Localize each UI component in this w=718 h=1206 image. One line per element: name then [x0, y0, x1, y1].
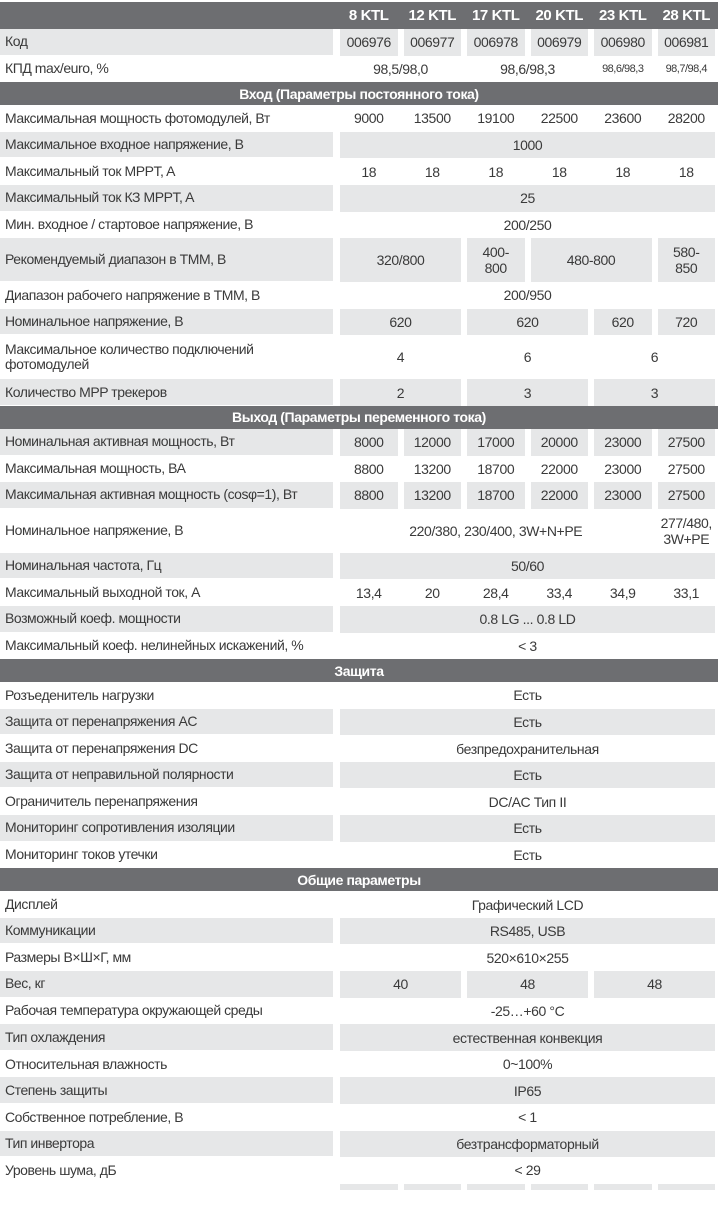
- row-values: [340, 56, 718, 83]
- value-cell: 22000: [531, 482, 589, 509]
- table-row: [0, 29, 718, 56]
- table-row: [0, 56, 718, 83]
- value-cell: 98,5/98,0: [373, 60, 428, 77]
- model-header: 12 KTL: [408, 6, 457, 24]
- table-row: [0, 1024, 718, 1051]
- value-cell: 720: [658, 309, 716, 336]
- value-cell: 13200: [404, 482, 462, 509]
- value-cell: 006979: [531, 29, 589, 56]
- row-values: [340, 1077, 718, 1104]
- table-row: [0, 606, 718, 633]
- value-cell: [531, 1184, 589, 1190]
- value-cell: RS485, USB: [340, 918, 715, 945]
- row-label: Рекомендуемый диапазон в ТММ, В: [0, 238, 333, 281]
- row-values: [340, 238, 718, 282]
- value-cell: 8800: [353, 460, 384, 477]
- row-values: [340, 815, 718, 842]
- value-cell: 33,4: [546, 584, 573, 601]
- value-cell: 98,6/98,3: [500, 60, 555, 77]
- table-row: [0, 482, 718, 509]
- table-row: [0, 282, 718, 309]
- row-values: [340, 429, 718, 456]
- table-row: [0, 944, 718, 971]
- value-cell: 20: [424, 584, 440, 601]
- value-cell: Графический LCD: [471, 896, 584, 913]
- value-cell: 3: [467, 379, 588, 406]
- value-cell: 277/480, 3W+PE: [660, 514, 712, 547]
- table-row: [0, 1157, 718, 1184]
- model-header-row: [0, 2, 718, 29]
- section-header: Общие параметры: [0, 868, 718, 891]
- row-values: [340, 891, 718, 918]
- value-cell: 13500: [413, 110, 451, 127]
- row-values: [340, 709, 718, 736]
- row-values: [340, 105, 718, 132]
- value-cell: 20000: [531, 429, 589, 456]
- row-label: Код: [0, 29, 333, 55]
- value-cell: Есть: [513, 687, 542, 704]
- row-values: [340, 971, 718, 998]
- row-label: Размеры В×Ш×Г, мм: [5, 949, 131, 966]
- table-row: [0, 1051, 718, 1078]
- row-values: [340, 158, 718, 185]
- value-cell: -25…+60 °C: [490, 1002, 565, 1019]
- section-header: Выход (Параметры переменного тока): [0, 406, 718, 429]
- table-row: [0, 132, 718, 159]
- value-cell: 98,6/98,3: [602, 62, 644, 75]
- value-cell: 40: [340, 971, 461, 998]
- value-cell: 18: [488, 163, 504, 180]
- row-label: Относительная влажность: [5, 1055, 167, 1072]
- table-row: [0, 762, 718, 789]
- row-label: Мин. входное / стартовое напряжение, В: [5, 216, 254, 233]
- table-row: [0, 971, 718, 998]
- value-cell: безпредохранительная: [456, 740, 599, 757]
- value-cell: < 3: [518, 637, 537, 654]
- table-row: [0, 891, 718, 918]
- value-cell: Есть: [340, 709, 715, 736]
- row-values: [340, 29, 718, 56]
- row-values: [340, 998, 718, 1025]
- value-cell: 4: [396, 349, 405, 366]
- row-values: [340, 309, 718, 336]
- row-label: Максимальный коеф. нелинейных искажений, %: [5, 637, 304, 654]
- value-cell: 520×610×255: [486, 949, 569, 966]
- value-cell: Есть: [340, 815, 715, 842]
- row-values: [340, 1157, 718, 1184]
- row-label: КПД max/euro, %: [5, 60, 109, 77]
- row-label: Максимальное входное напряжение, В: [0, 132, 333, 158]
- value-cell: 006976: [340, 29, 398, 56]
- table-row: [0, 918, 718, 945]
- row-label: Коммуникации: [0, 918, 333, 944]
- value-cell: 200/250: [503, 216, 552, 233]
- row-label: Количество MPP трекеров: [0, 379, 333, 405]
- value-cell: 006977: [404, 29, 462, 56]
- row-label: Защита от перенапряжения AC: [0, 709, 333, 735]
- value-cell: 12000: [404, 429, 462, 456]
- row-values: [340, 212, 718, 239]
- value-cell: [658, 1184, 716, 1190]
- row-values: [340, 1051, 718, 1078]
- value-cell: 33,1: [673, 584, 700, 601]
- row-label: Диапазон рабочего напряжение в ТММ, В: [5, 286, 260, 303]
- table-row: [0, 709, 718, 736]
- row-label: Защита от перенапряжения DC: [5, 740, 198, 757]
- value-cell: 48: [594, 971, 715, 998]
- value-cell: 18700: [467, 482, 525, 509]
- row-values: [340, 553, 718, 580]
- value-cell: 34,9: [609, 584, 636, 601]
- header-label-cell: [0, 2, 333, 29]
- value-cell: IP65: [340, 1077, 715, 1104]
- value-cell: < 1: [518, 1109, 537, 1126]
- row-label: Максимальное количество подключений фотомодулей: [5, 341, 254, 373]
- value-cell: [594, 1184, 652, 1190]
- model-header: 20 KTL: [535, 6, 584, 24]
- section-header: Вход (Параметры постоянного тока): [0, 82, 718, 105]
- row-values: [340, 682, 718, 709]
- value-cell: 18: [361, 163, 377, 180]
- table-row: [0, 1077, 718, 1104]
- row-label: Максимальный ток КЗ MPPT, A: [0, 185, 333, 211]
- row-values: [340, 1104, 718, 1131]
- model-header: 17 KTL: [471, 6, 520, 24]
- row-label: Возможный коеф. мощности: [0, 606, 333, 632]
- value-cell: 22500: [540, 110, 578, 127]
- row-label: Номинальная частота, Гц: [0, 553, 333, 579]
- row-label: Максимальная активная мощность (cosφ=1), Вт: [0, 482, 333, 508]
- row-values: [340, 1024, 718, 1051]
- row-values: [340, 762, 718, 789]
- table-row: [0, 633, 718, 660]
- value-cell: 480-800: [531, 238, 652, 282]
- table-row: [0, 185, 718, 212]
- value-cell: 3: [594, 379, 715, 406]
- table-row: [0, 456, 718, 483]
- value-cell: 9000: [353, 110, 384, 127]
- value-cell: 23000: [594, 429, 652, 456]
- value-cell: 13,4: [355, 584, 382, 601]
- value-cell: 48: [467, 971, 588, 998]
- value-cell: 1000: [340, 132, 715, 159]
- value-cell: 23600: [604, 110, 642, 127]
- table-row: [0, 335, 718, 379]
- model-headers: [340, 2, 718, 29]
- value-cell: 320/800: [340, 238, 461, 282]
- value-cell: 25: [340, 185, 715, 212]
- row-label: Мониторинг сопротивления изоляции: [0, 815, 333, 841]
- row-label: [0, 1184, 333, 1190]
- value-cell: 2: [340, 379, 461, 406]
- row-label: Номинальное напряжение, В: [0, 309, 333, 335]
- value-cell: < 29: [514, 1162, 541, 1179]
- value-cell: [340, 1184, 398, 1190]
- model-header: 28 KTL: [662, 6, 711, 24]
- table-row: [0, 429, 718, 456]
- row-label: Тип охлаждения: [0, 1024, 333, 1050]
- table-row: [0, 509, 718, 553]
- value-cell: 27500: [658, 429, 716, 456]
- table-row: [0, 682, 718, 709]
- table-row: [0, 105, 718, 132]
- value-cell: 17000: [467, 429, 525, 456]
- value-cell: 18: [615, 163, 631, 180]
- value-cell: 620: [467, 309, 588, 336]
- row-label: Максимальный ток MPPT, A: [5, 163, 176, 180]
- value-cell: 8800: [340, 482, 398, 509]
- value-cell: 27500: [658, 482, 716, 509]
- value-cell: 18: [678, 163, 694, 180]
- model-header: 23 KTL: [598, 6, 647, 24]
- row-values: [340, 482, 718, 509]
- value-cell: 8000: [340, 429, 398, 456]
- value-cell: 18: [551, 163, 567, 180]
- value-cell: 13200: [413, 460, 451, 477]
- value-cell: 98,7/98,4: [665, 62, 707, 75]
- table-row: [0, 815, 718, 842]
- value-cell: 620: [340, 309, 461, 336]
- table-row: [0, 998, 718, 1025]
- row-label: Максимальный выходной ток, А: [5, 584, 200, 601]
- table-row: [0, 553, 718, 580]
- row-label: Розъеденитель нагрузки: [5, 686, 154, 703]
- row-values: [340, 1184, 718, 1190]
- row-label: Уровень шума, дБ: [5, 1161, 117, 1178]
- table-row: [0, 238, 718, 282]
- row-values: [340, 633, 718, 660]
- value-cell: безтрансформаторный: [340, 1131, 715, 1158]
- table-row: [0, 309, 718, 336]
- table-row: [0, 842, 718, 869]
- row-values: [340, 842, 718, 869]
- row-label: Номинальное напряжение, В: [5, 522, 184, 539]
- value-cell: Есть: [513, 846, 542, 863]
- value-cell: Есть: [340, 762, 715, 789]
- row-values: [340, 379, 718, 406]
- row-label: Вес, кг: [0, 971, 333, 997]
- table-row: [0, 735, 718, 762]
- value-cell: 0.8 LG ... 0.8 LD: [340, 606, 715, 633]
- row-values: [340, 132, 718, 159]
- row-label: Собственное потребление, В: [5, 1108, 184, 1125]
- value-cell: 18700: [477, 460, 515, 477]
- section-header: Защита: [0, 659, 718, 682]
- table-row: [0, 1131, 718, 1158]
- value-cell: 006978: [467, 29, 525, 56]
- table-row: [0, 158, 718, 185]
- value-cell: 6: [523, 349, 532, 366]
- row-label: Тип инвертора: [0, 1131, 333, 1157]
- value-cell: [404, 1184, 462, 1190]
- row-label: Защита от неправильной полярности: [0, 762, 333, 788]
- row-values: [340, 788, 718, 815]
- value-cell: DC/AC Тип II: [488, 793, 567, 810]
- row-label: Дисплей: [5, 896, 58, 913]
- row-values: [340, 282, 718, 309]
- value-cell: 28200: [667, 110, 705, 127]
- value-cell: 220/380, 230/400, 3W+N+PE: [409, 522, 583, 539]
- row-label: Ограничитель перенапряжения: [5, 793, 198, 810]
- value-cell: 22000: [540, 460, 578, 477]
- row-values: [340, 335, 718, 379]
- value-cell: 620: [594, 309, 652, 336]
- value-cell: 19100: [477, 110, 515, 127]
- value-cell: 28,4: [482, 584, 509, 601]
- table-row: [0, 579, 718, 606]
- value-cell: естественная конвекция: [340, 1024, 715, 1051]
- value-cell: 23000: [604, 460, 642, 477]
- row-label: Номинальная активная мощность, Вт: [0, 429, 333, 455]
- value-cell: 18: [424, 163, 440, 180]
- row-label: Мониторинг токов утечки: [5, 846, 158, 863]
- row-label: Максимальная мощность фотомодулей, Вт: [5, 109, 270, 126]
- table-row: [0, 788, 718, 815]
- row-values: [340, 185, 718, 212]
- value-cell: 400- 800: [467, 238, 525, 282]
- value-cell: 200/950: [503, 287, 552, 304]
- table-row-cutoff: [0, 1184, 718, 1190]
- value-cell: 580- 850: [658, 238, 716, 282]
- row-values: [340, 735, 718, 762]
- row-label: Степень защиты: [0, 1077, 333, 1103]
- value-cell: 23000: [594, 482, 652, 509]
- row-values: [340, 456, 718, 483]
- row-values: [340, 579, 718, 606]
- value-cell: 6: [650, 349, 659, 366]
- row-values: [340, 606, 718, 633]
- value-cell: 006981: [658, 29, 716, 56]
- row-values: [340, 1131, 718, 1158]
- value-cell: 006980: [594, 29, 652, 56]
- value-cell: 27500: [667, 460, 705, 477]
- row-values: [340, 918, 718, 945]
- value-cell: 0~100%: [502, 1056, 553, 1073]
- row-label: Максимальная мощность, ВА: [5, 460, 186, 477]
- table-row: [0, 379, 718, 406]
- value-cell: 50/60: [340, 553, 715, 580]
- table-row: [0, 1104, 718, 1131]
- row-values: [340, 509, 718, 553]
- table-row: [0, 212, 718, 239]
- row-label: Рабочая температура окружающей среды: [5, 1002, 263, 1019]
- row-values: [340, 944, 718, 971]
- model-header: 8 KTL: [348, 6, 389, 24]
- value-cell: [467, 1184, 525, 1190]
